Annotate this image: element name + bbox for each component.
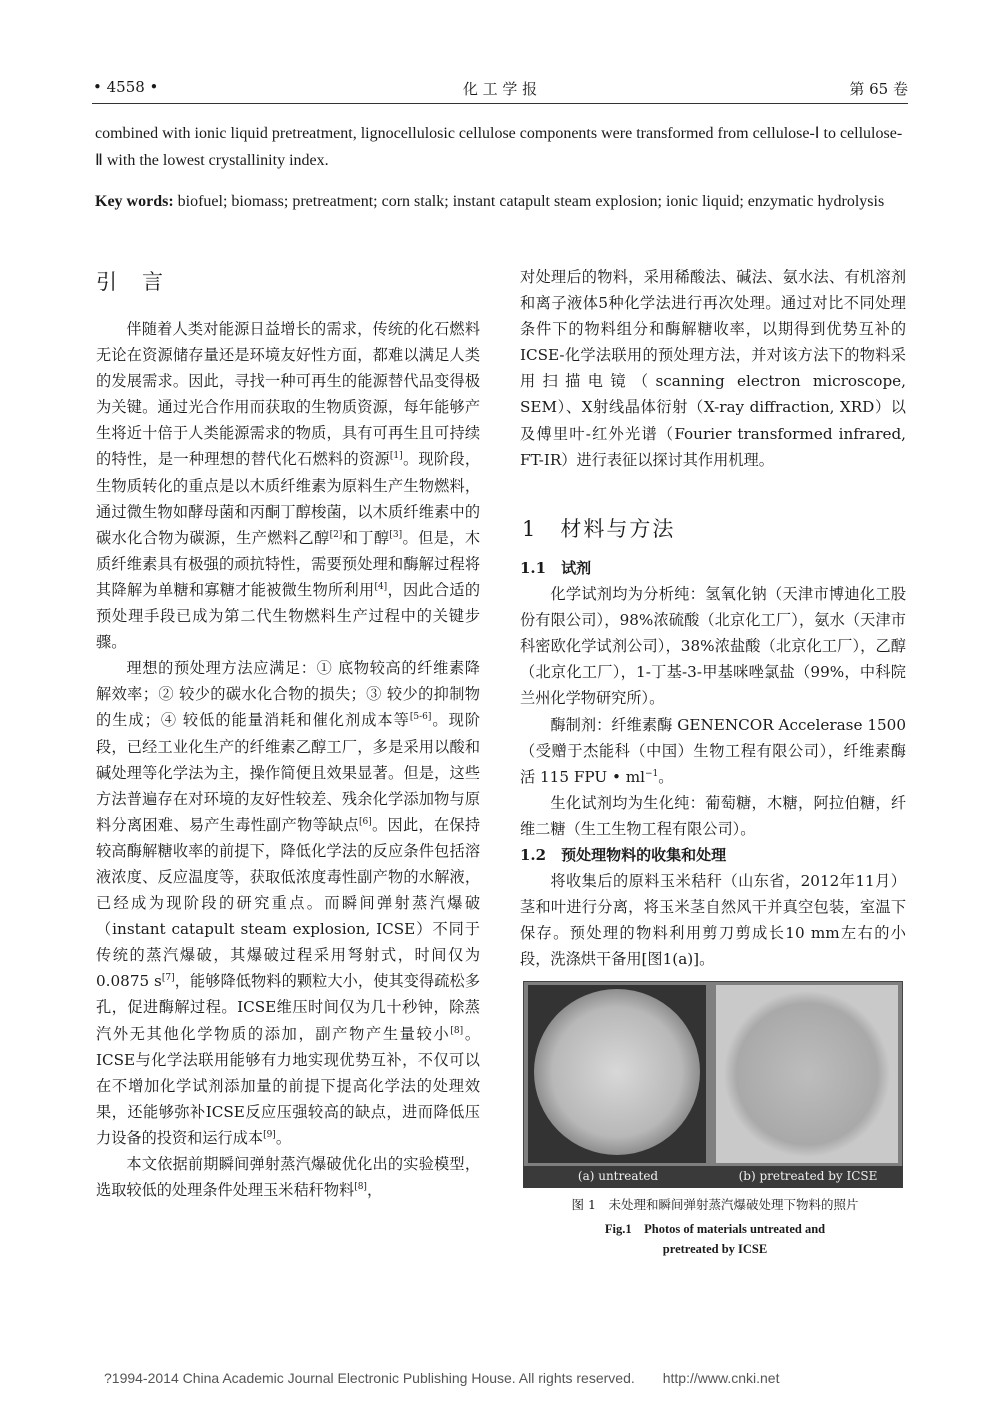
abstract-tail: combined with ionic liquid pretreatment, lignocellulosic cellulose components were transformed from cellulose-Ⅰ to cellulose-Ⅱ with the lowest crystallinity index. <box>95 125 903 169</box>
figure-1b-label: (b) pretreated by ICSE <box>738 1169 878 1183</box>
left-column <box>96 316 480 1203</box>
keywords-text: biofuel; biomass; pretreatment; corn stalk; instant catapult steam explosion; ionic liquid; enzymatic hydrolysis <box>177 193 885 210</box>
pretreated-dish <box>724 991 890 1157</box>
biochem-reagents-paragraph: 生化试剂均为生化纯：葡萄糖，木糖，阿拉伯糖，纤维二糖（生工生物工程有限公司）。 <box>520 793 906 838</box>
intro-paragraph-3-continued: 对处理后的物料，采用稀酸法、碱法、氨水法、有机溶剂和离子液体5种化学法进行再次处理。通过对比不同处理条件下的物料组分和酶解糖收率，以期得到优势互补的ICSE-化学法联用的预处理方法，并对该方法下的物料采用扫描电镜（scanning electron microscope, SEM）、X射线晶体衍射（X-ray diffraction, XRD）以及傅里叶-红外光谱（Fourier transformed infrared, FT-IR）进行表征以探讨其作用机理。 <box>520 268 906 469</box>
subsection-1-1-heading: 1.1 试剂 <box>520 559 592 577</box>
intro-paragraph-2: 理想的预处理方法应满足：① 底物较高的纤维素降解效率；② 较少的碳水化合物的损失；③ 较少的抑制物的生成；④ 较低的能量消耗和催化剂成本等[5-6]。现阶段，已经工业化生产的纤维素乙醇工厂，多是采用以酸和碱处理等化学法为主，操作简便且效果显著。但是，这些方法普遍存在对环境的友好性较差、残余化学添加物与原料分离困难、易产生毒性副产物等缺点[6]。因此，在保持较高酶解糖收率的前提下，降低化学法的反应条件包括溶液浓度、反应温度等，获取低浓度毒性副产物的水解液，已经成为现阶段的研究重点。而瞬间弹射蒸汽爆破（instant catapult steam explosion, ICSE）不同于传统的蒸汽爆破，其爆破过程采用弩射式，时间仅为0.0875 s[7]，能够降低物料的颗粒大小，使其变得疏松多孔，促进酶解过程。ICSE维压时间仅为几十秒钟，除蒸汽外无其他化学物质的添加，副产物产生量较小[8]。ICSE与化学法联用能够有力地实现优势互补，不仅可以在不增加化学试剂添加量的前提下提高化学法的处理效果，还能够弥补ICSE反应压强较高的缺点，进而降低压力设备的投资和运行成本[9]。 <box>96 659 481 1147</box>
photo-b-background <box>716 985 898 1163</box>
reagents-paragraph: 化学试剂均为分析纯：氢氧化钠（天津市博迪化工股份有限公司），98%浓硫酸（北京化工厂），氨水（天津市科密欧化学试剂公司），38%浓盐酸（北京化工厂），乙醇（北京化工厂），1-丁基-3-甲基咪唑氯盐（99%，中科院兰州化学物研究所）。 <box>520 585 906 708</box>
untreated-dish <box>534 989 700 1155</box>
section-1-body <box>520 555 906 973</box>
subsection-1-2-heading: 1.2 预处理物料的收集和处理 <box>520 846 727 865</box>
figure-1-photo <box>523 981 903 1167</box>
intro-heading: 引 言 <box>96 270 165 294</box>
copyright-footer: ?1994-2014 China Academic Journal Electronic Publishing House. All rights reserved. http://www.cnki.net <box>104 1370 780 1386</box>
intro-paragraph-1: 伴随着人类对能源日益增长的需求，传统的化石燃料无论在资源储存量还是环境友好性方面，都难以满足人类的发展需求。因此，寻找一种可再生的能源替代品变得极为关键。通过光合作用而获取的生物质资源，每年能够产生将近十倍于人类能源需求的物质，具有可再生且可持续的特性，是一种理想的替代化石燃料的资源[1]。现阶段，生物质转化的重点是以木质纤维素为原料生产生物燃料，通过微生物如酵母菌和丙酮丁醇梭菌，以木质纤维素中的碳水化合物为碳源，生产燃料乙醇[2]和丁醇[3]。但是，木质纤维素具有极强的顽抗特性，需要预处理和酶解过程将其降解为单糖和寡糖才能被微生物所利用[4]，因此合适的预处理手段已成为第二代生物燃料生产过程中的关键步骤。 <box>96 320 481 652</box>
photo-a-background <box>528 985 706 1163</box>
figure-1-caption-cn: 图 1 未处理和瞬间弹射蒸汽爆破处理下物料的照片 <box>571 1197 859 1212</box>
figure-1-caption-en-line1: Fig.1 Photos of materials untreated and <box>604 1222 826 1236</box>
section-1-heading: 1 材料与方法 <box>522 517 676 541</box>
enzyme-paragraph: 酶制剂：纤维素酶 GENENCOR Accelerase 1500（受赠于杰能科（中国）生物工程有限公司），纤维素酶活 115 FPU • $ml^{-1}$。 <box>520 715 906 786</box>
collection-paragraph: 将收集后的原料玉米秸秆（山东省，2012年11月）茎和叶进行分离，将玉米茎自然风干并真空包装，室温下保存。预处理的物料利用剪刀剪成长10 mm左右的小段，洗涤烘干备用[图1(a)]。 <box>520 872 906 969</box>
volume-label: 第 65 卷 <box>849 80 908 98</box>
figure-1a-label: (a) untreated <box>577 1169 659 1183</box>
intro-paragraph-3: 本文依据前期瞬间弹射蒸汽爆破优化出的实验模型，选取较低的处理条件处理玉米秸秆物料[8]， <box>96 1155 480 1200</box>
right-column <box>520 264 906 473</box>
keywords <box>95 188 907 215</box>
page-number: • 4558 • <box>93 78 159 96</box>
figure-1-caption-en-line2: pretreated by ICSE <box>662 1242 768 1256</box>
keywords-label: Key words: <box>95 193 174 210</box>
journal-name: 化 工 学 报 <box>462 80 538 98</box>
header-rule <box>92 103 908 104</box>
